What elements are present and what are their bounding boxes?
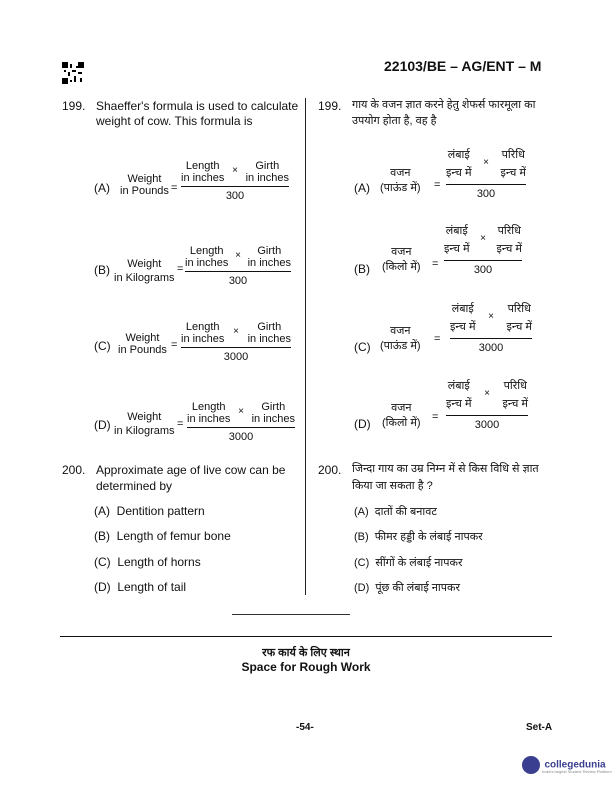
q200-hi-text-1: जिन्दा गाय का उम्र निम्न में से किस विधि से ज्ञात bbox=[352, 463, 539, 475]
q199-hi-option-c-label[interactable]: (C) bbox=[354, 340, 371, 354]
q199-hi-option-c-lhs: वजन (पाऊंड में) bbox=[380, 325, 421, 352]
q199-en-option-a-label[interactable]: (A) bbox=[94, 181, 110, 195]
q200-en-number: 200. bbox=[62, 463, 86, 477]
q199-en-option-d-fraction: Length in inches × Girth in inches 3000 bbox=[187, 401, 295, 443]
column-divider bbox=[305, 98, 306, 595]
q199-en-text-1: Shaeffer's formula is used to calculate bbox=[96, 99, 299, 113]
q199-en-number: 199. bbox=[62, 99, 86, 113]
q199-hi-text-1: गाय के वजन ज्ञात करने हेतु शेफर्स फारमूला का bbox=[352, 99, 536, 111]
set-label: Set-A bbox=[526, 722, 553, 733]
q199-hi-option-d-lhs: वजन (किलो में) bbox=[382, 402, 421, 429]
q200-en-option-b[interactable]: (B) Length of femur bone bbox=[94, 529, 231, 543]
equals-sign: = bbox=[434, 333, 441, 345]
q199-en-option-b-lhs: Weight in Kilograms bbox=[114, 258, 175, 284]
page-number: -54- bbox=[296, 722, 314, 733]
logo-mascot-icon bbox=[522, 756, 540, 774]
q199-hi-option-d-fraction: लंबाई इन्च में × परिधि इन्च में 3000 bbox=[446, 380, 528, 431]
q200-hi-option-a[interactable]: (A) दातों की बनावट bbox=[354, 506, 437, 518]
q199-hi-option-a-label[interactable]: (A) bbox=[354, 181, 370, 195]
q200-hi-option-c[interactable]: (C) सींगों के लंबाई नापकर bbox=[354, 557, 463, 569]
logo-text: collegedunia bbox=[544, 759, 606, 771]
q200-en-option-d[interactable]: (D) Length of tail bbox=[94, 580, 187, 594]
q200-en-option-c[interactable]: (C) Length of horns bbox=[94, 555, 201, 569]
equals-sign: = bbox=[434, 179, 441, 191]
logo-subtitle: India's largest Student Review Platform bbox=[542, 769, 612, 774]
rough-work-title-hindi: रफ कार्य के लिए स्थान bbox=[262, 647, 350, 659]
equals-sign: = bbox=[432, 258, 439, 270]
equals-sign: = bbox=[432, 411, 439, 423]
q199-hi-option-b-fraction: लंबाई इन्च में × परिधि इन्च में 300 bbox=[444, 225, 522, 276]
q199-hi-option-d-label[interactable]: (D) bbox=[354, 417, 371, 431]
qr-code-icon bbox=[62, 62, 84, 84]
paper-code: 22103/BE – AG/ENT – M bbox=[384, 58, 542, 74]
end-rule bbox=[232, 614, 350, 615]
q199-hi-option-b-lhs: वजन (किलो में) bbox=[382, 246, 421, 273]
q199-hi-option-a-fraction: लंबाई इन्च में × परिधि इन्च में 300 bbox=[446, 149, 526, 200]
q200-en-text-1: Approximate age of live cow can be bbox=[96, 463, 286, 477]
q200-hi-text-2: किया जा सकता है ? bbox=[352, 480, 433, 492]
q199-en-option-b-label[interactable]: (B) bbox=[94, 263, 110, 277]
collegedunia-logo bbox=[522, 756, 612, 774]
q199-en-option-c-fraction: Length in inches × Girth in inches 3000 bbox=[181, 321, 291, 363]
equals-sign: = bbox=[177, 263, 184, 275]
q199-en-option-d-lhs: Weight in Kilograms bbox=[114, 411, 175, 437]
q200-hi-option-d[interactable]: (D) पूंछ की लंबाई नापकर bbox=[354, 582, 460, 594]
q199-hi-option-a-lhs: वजन (पाऊंड में) bbox=[380, 167, 421, 194]
equals-sign: = bbox=[177, 418, 184, 430]
q199-en-option-d-label[interactable]: (D) bbox=[94, 418, 111, 432]
q199-en-text-2: weight of cow. This formula is bbox=[96, 114, 253, 128]
q199-en-option-c-lhs: Weight in Pounds bbox=[118, 332, 167, 356]
q199-hi-number: 199. bbox=[318, 99, 342, 113]
q199-hi-option-c-fraction: लंबाई इन्च में × परिधि इन्च में 3000 bbox=[450, 303, 532, 354]
q200-en-text-2: determined by bbox=[96, 479, 173, 493]
rough-work-title: Space for Rough Work bbox=[241, 660, 371, 674]
equals-sign: = bbox=[171, 182, 178, 194]
rough-work-rule bbox=[60, 636, 552, 637]
q199-en-option-a-fraction: Length in inches × Girth in inches 300 bbox=[181, 160, 289, 202]
equals-sign: = bbox=[171, 339, 178, 351]
q200-en-option-a[interactable]: (A) Dentition pattern bbox=[94, 504, 205, 518]
q200-hi-number: 200. bbox=[318, 463, 342, 477]
q199-en-option-b-fraction: Length in inches × Girth in inches 300 bbox=[185, 245, 291, 287]
q199-en-option-c-label[interactable]: (C) bbox=[94, 339, 111, 353]
q199-en-option-a-lhs: Weight in Pounds bbox=[120, 173, 169, 197]
q199-hi-text-2: उपयोग होता है, वह है bbox=[352, 115, 437, 127]
q199-hi-option-b-label[interactable]: (B) bbox=[354, 262, 370, 276]
q200-hi-option-b[interactable]: (B) फीमर हड्डी के लंबाई नापकर bbox=[354, 531, 483, 543]
